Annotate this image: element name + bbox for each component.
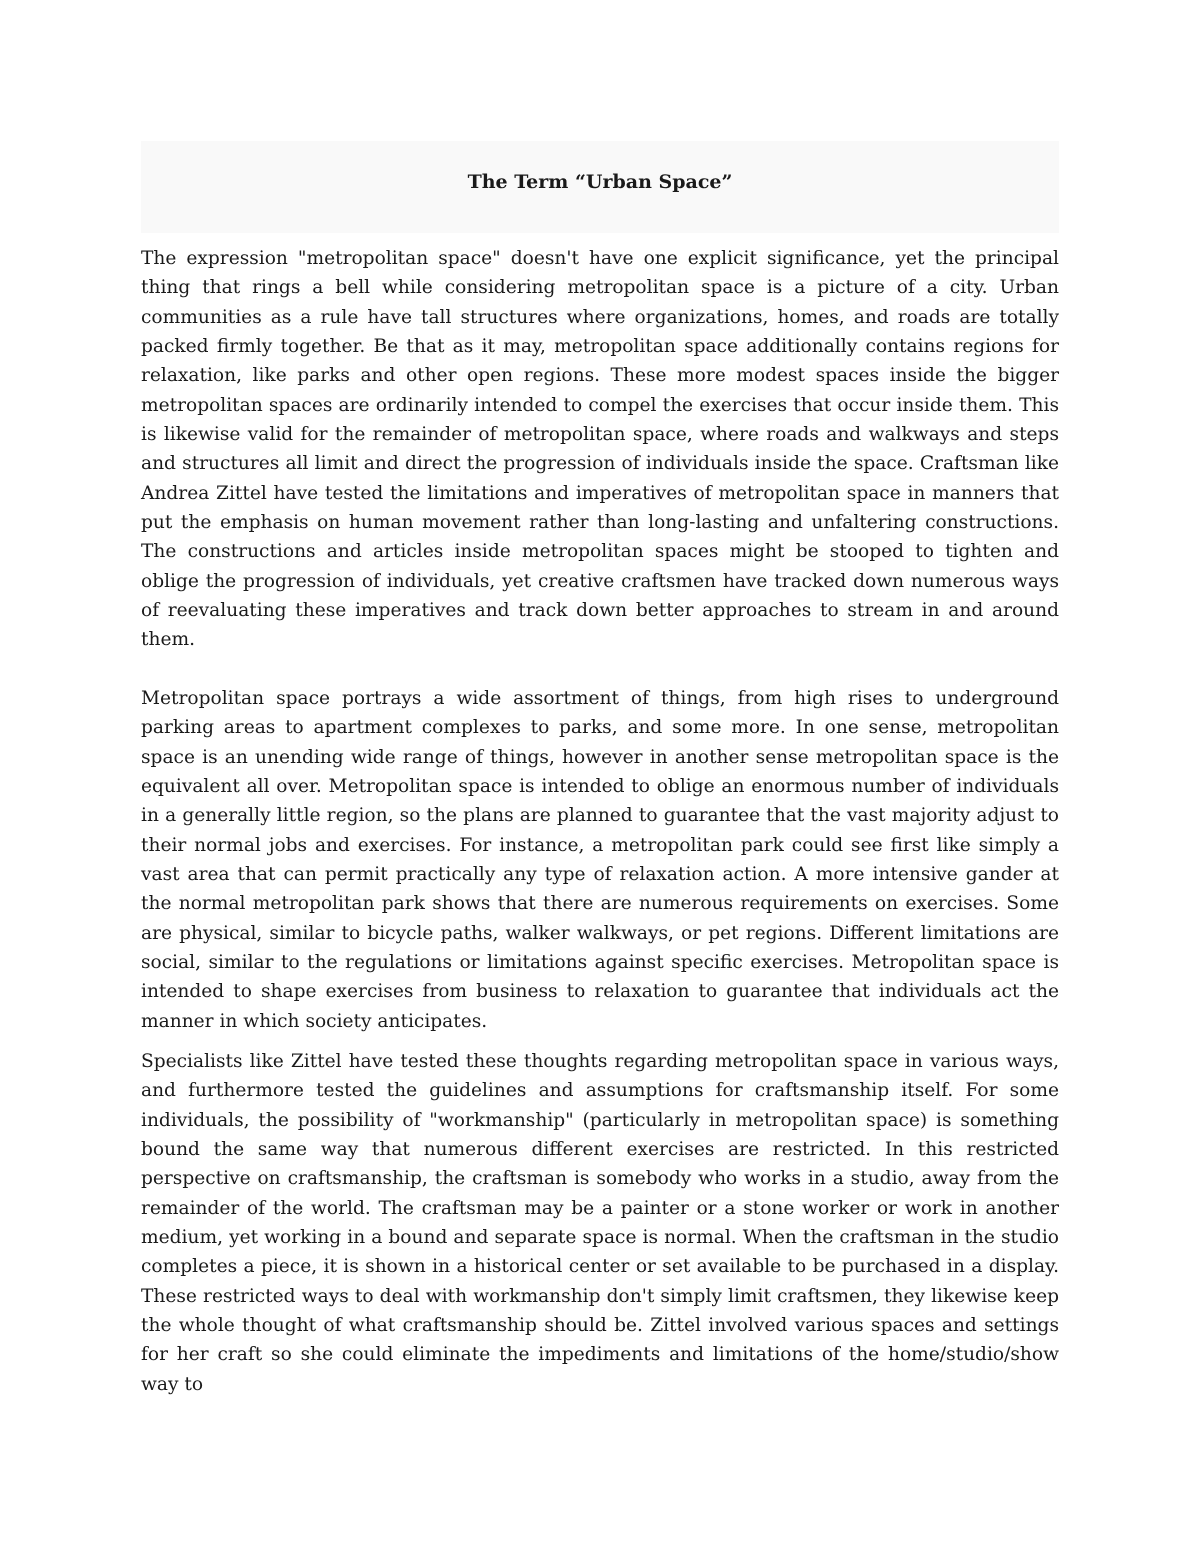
paragraph-block: [141, 1047, 1059, 1399]
body-paragraph: Specialists like Zittel have tested these thoughts regarding metropolitan space in various ways, and furthermore tested the guidelines and assumptions for craftsmanship itself. For some individuals, the possibility of "workmanship" (particularly in metropolitan space) is something bound the same way that numerous different exercises are restricted. In this restricted perspective on craftsmanship, the craftsman is somebody who works in a studio, away from the remainder of the world. The craftsman may be a painter or a stone worker or work in another medium, yet working in a bound and separate space is normal. When the craftsman in the studio completes a piece, it is shown in a historical center or set available to be purchased in a display. These restricted ways to deal with workmanship don't simply limit craftsmen, they likewise keep the whole thought of what craftsmanship should be. Zittel involved various spaces and settings for her craft so she could eliminate the impediments and limitations of the home/studio/show way to: [141, 1051, 1059, 1395]
body-paragraph: Metropolitan space portrays a wide assortment of things, from high rises to underground parking areas to apartment complexes to parks, and some more. In one sense, metropolitan space is an unending wide range of things, however in another sense metropolitan space is the equivalent all over. Metropolitan space is intended to oblige an enormous number of individuals in a generally little region, so the plans are planned to guarantee that the vast majority adjust to their normal jobs and exercises. For instance, a metropolitan park could see first like simply a vast area that can permit practically any type of relaxation action. A more intensive gander at the normal metropolitan park shows that there are numerous requirements on exercises. Some are physical, similar to bicycle paths, walker walkways, or pet regions. Different limitations are social, similar to the regulations or limitations against specific exercises. Metropolitan space is intended to shape exercises from business to relaxation to guarantee that individuals act the manner in which society anticipates.: [141, 688, 1059, 1032]
paragraph-block: [141, 244, 1059, 655]
paragraph-block: [141, 684, 1059, 1036]
document-title: The Term “Urban Space”: [467, 171, 733, 193]
body-paragraph: The expression "metropolitan space" doesn't have one explicit significance, yet the principal thing that rings a bell while considering metropolitan space is a picture of a city. Urban communities as a rule have tall structures where organizations, homes, and roads are totally packed firmly together. Be that as it may, metropolitan space additionally contains regions for relaxation, like parks and other open regions. These more modest spaces inside the bigger metropolitan spaces are ordinarily intended to compel the exercises that occur inside them. This is likewise valid for the remainder of metropolitan space, where roads and walkways and steps and structures all limit and direct the progression of individuals inside the space. Craftsman like Andrea Zittel have tested the limitations and imperatives of metropolitan space in manners that put the emphasis on human movement rather than long-lasting and unfaltering constructions. The constructions and articles inside metropolitan spaces might be stooped to tighten and oblige the progression of individuals, yet creative craftsmen have tracked down numerous ways of reevaluating these imperatives and track down better approaches to stream in and around them.: [141, 248, 1059, 651]
